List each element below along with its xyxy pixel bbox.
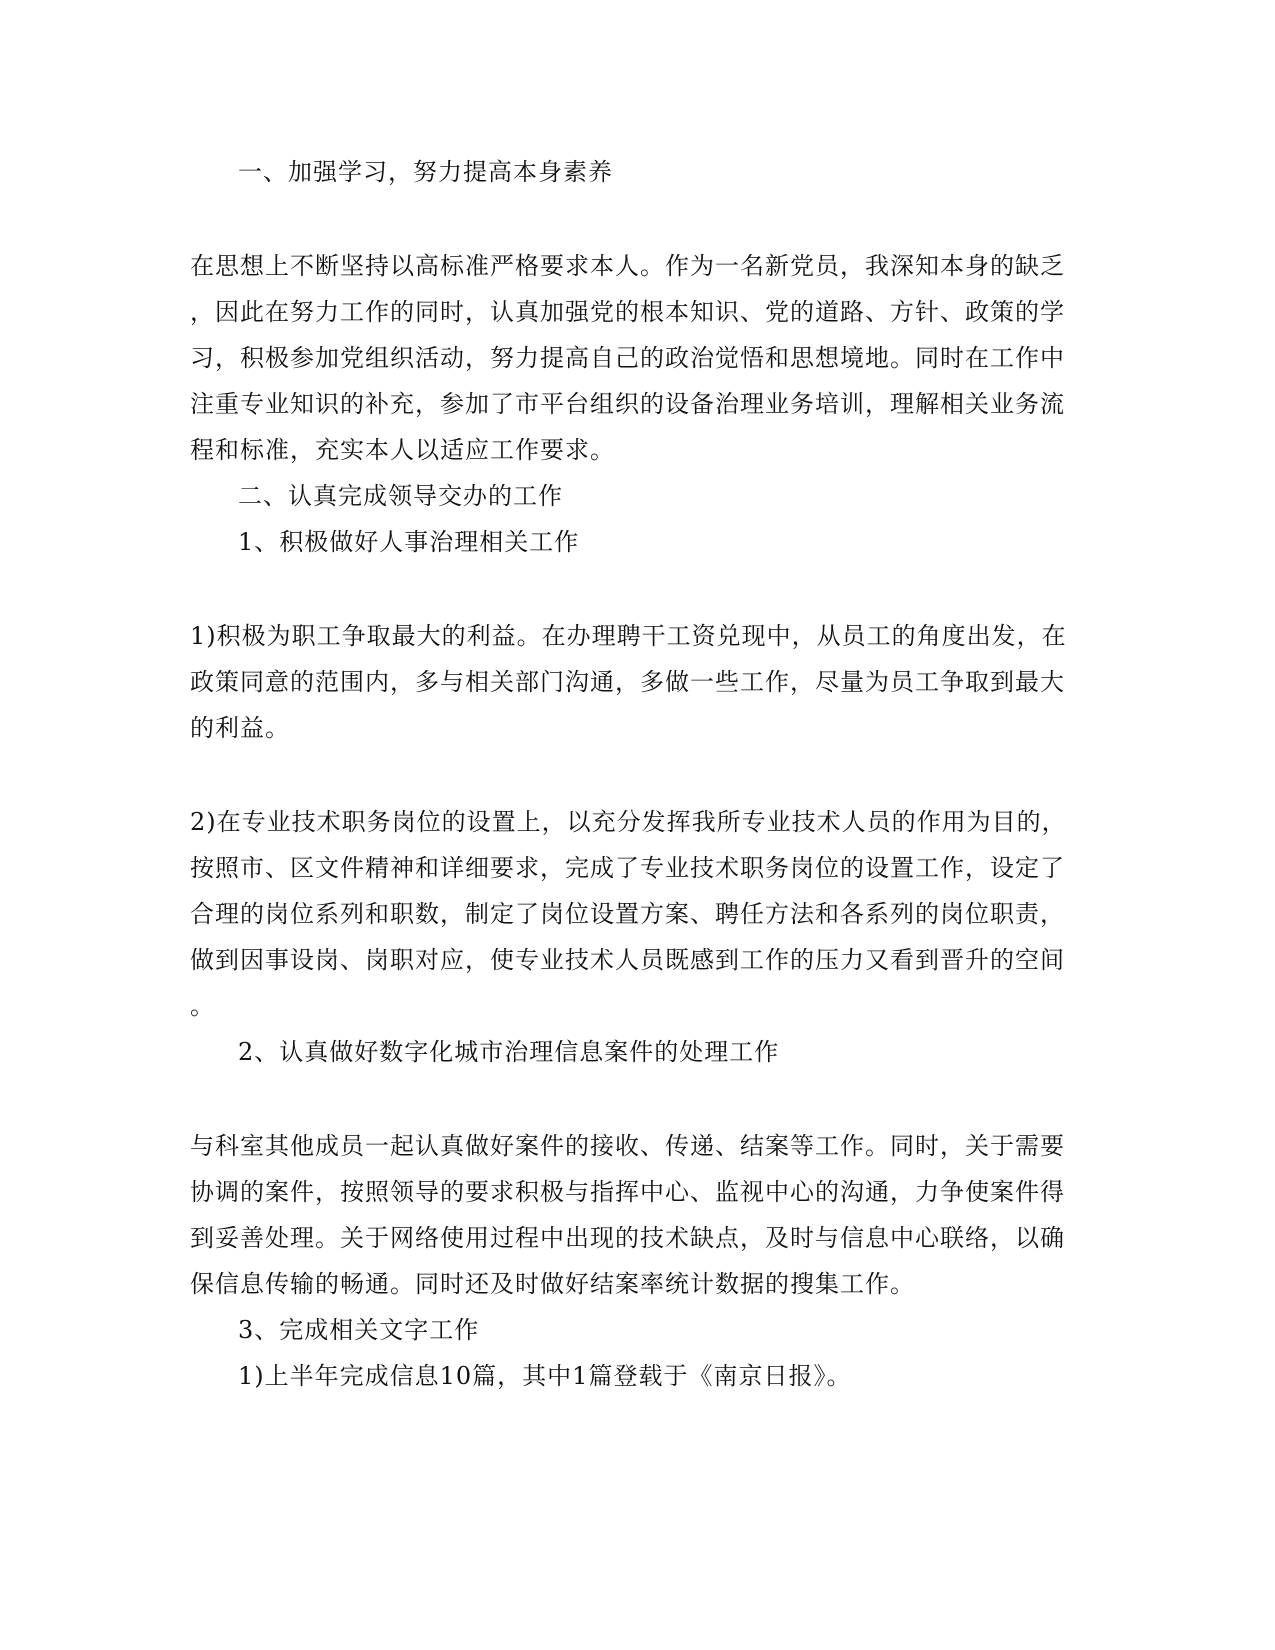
paragraph-line: 的利益。 xyxy=(190,714,290,742)
paragraph-line: 保信息传输的畅通。同时还及时做好结案率统计数据的搜集工作。 xyxy=(190,1270,915,1298)
paragraph-line: 在思想上不断坚持以高标准严格要求本人。作为一名新党员，我深知本身的缺乏 xyxy=(190,252,1065,280)
paragraph-line: 1)积极为职工争取最大的利益。在办理聘干工资兑现中，从员工的角度出发，在 xyxy=(190,622,1067,650)
paragraph-line: 习，积极参加党组织活动，努力提高自己的政治觉悟和思想境地。同时在工作中 xyxy=(190,344,1065,372)
paragraph-line: 合理的岗位系列和职数，制定了岗位设置方案、聘任方法和各系列的岗位职责， xyxy=(190,900,1065,928)
paragraph-line: 注重专业知识的补充，参加了市平台组织的设备治理业务培训，理解相关业务流 xyxy=(190,390,1065,418)
paragraph-line: 到妥善处理。关于网络使用过程中出现的技术缺点，及时与信息中心联络，以确 xyxy=(190,1224,1065,1252)
paragraph-line: 政策同意的范围内，多与相关部门沟通，多做一些工作，尽量为员工争取到最大 xyxy=(190,668,1065,696)
paragraph-line: 协调的案件，按照领导的要求积极与指挥中心、监视中心的沟通，力争使案件得 xyxy=(190,1178,1065,1206)
section-heading-1: 一、加强学习，努力提高本身素养 xyxy=(238,158,613,186)
section-heading-2: 二、认真完成领导交办的工作 xyxy=(238,482,563,510)
paragraph-line: ，因此在努力工作的同时，认真加强党的根本知识、党的道路、方针、政策的学 xyxy=(190,298,1065,326)
paragraph-line: 。 xyxy=(190,992,215,1020)
list-item: 1)上半年完成信息10篇，其中1篇登载于《南京日报》。 xyxy=(238,1362,852,1390)
paragraph-line: 与科室其他成员一起认真做好案件的接收、传递、结案等工作。同时，关于需要 xyxy=(190,1132,1065,1160)
paragraph-line: 程和标准，充实本人以适应工作要求。 xyxy=(190,436,615,464)
subsection-heading-3: 3、完成相关文字工作 xyxy=(238,1316,480,1344)
subsection-heading-1: 1、积极做好人事治理相关工作 xyxy=(238,528,580,556)
paragraph-line: 按照市、区文件精神和详细要求，完成了专业技术职务岗位的设置工作，设定了 xyxy=(190,854,1065,882)
paragraph-line: 做到因事设岗、岗职对应，使专业技术人员既感到工作的压力又看到晋升的空间 xyxy=(190,946,1065,974)
subsection-heading-2: 2、认真做好数字化城市治理信息案件的处理工作 xyxy=(238,1038,780,1066)
paragraph-line: 2)在专业技术职务岗位的设置上，以充分发挥我所专业技术人员的作用为目的， xyxy=(190,808,1067,836)
